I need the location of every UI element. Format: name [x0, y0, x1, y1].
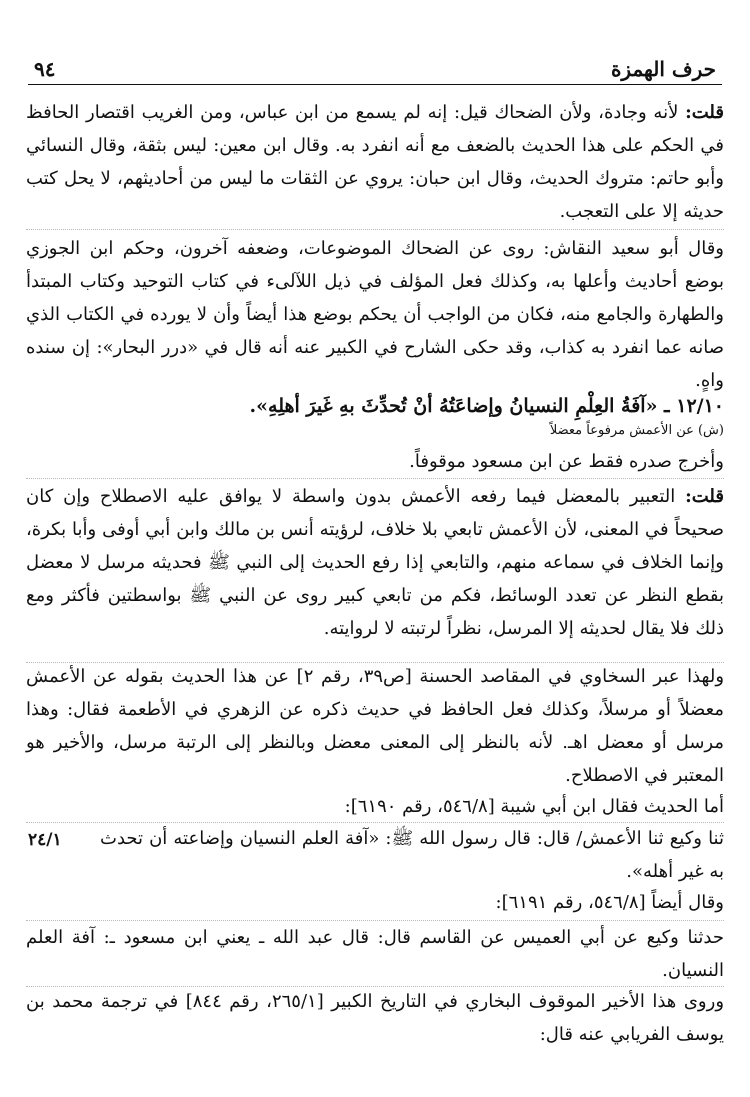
qultu-keyword: قلت: — [685, 102, 724, 123]
paragraph-9 — [26, 921, 724, 987]
paragraph-6 — [26, 790, 724, 823]
paragraph-8-text: وقال أيضاً [٥٤٦/٨، رقم ٦١٩١]: — [495, 892, 724, 913]
paragraph-3 — [26, 445, 724, 478]
paragraph-separator — [26, 229, 724, 230]
paragraph-1-text: لأنه وجادة، ولأن الضحاك قيل: إنه لم يسمع من ابن عباس، ومن الغريب اقتصار الحافظ في الحكم على هذا الحديث بالضعف مع أنه انفرد به. وقال ابن معين: ليس بثقة، وقال النسائي وأبو حاتم: متروك الحديث، وقال ابن حبان: يروي عن الثقات ما ليس من أحاديثهم، لا يحل كتب حديثه إلا على التعجب. — [26, 102, 724, 222]
paragraph-8 — [26, 886, 724, 919]
page-number: ٩٤ — [34, 57, 56, 81]
paragraph-9-text: حدثنا وكيع عن أبي العميس عن القاسم قال: قال عبد الله ـ يعني ابن مسعود ـ: آفة العلم النسيان. — [26, 927, 724, 981]
paragraph-1 — [26, 96, 724, 228]
paragraph-2 — [26, 232, 724, 397]
paragraph-10 — [26, 985, 724, 1051]
hadith-heading-text: ١٢/١٠ ـ «آفَةُ العِلْمِ النسيانُ وإضاعَتُهُ أنْ تُحدِّثَ بهِ غَيرَ أهلِهِ». — [249, 395, 724, 417]
paragraph-2-text: وقال أبو سعيد النقاش: روى عن الضحاك الموضوعات، وضعفه آخرون، وحكم ابن الجوزي بوضع أحاديث وأعلها به، وكذلك فعل المؤلف في ذيل اللآلىء في كتاب التوحيد وكتاب المبتدأ والطهارة والجامع منه، فكان من الواجب أن يحكم بوضع هذا أيضاً وأن لا يورده في الكتاب الذي صانه عما انفرد به كذاب، وقد حكى الشارح في الكبير عنه أنه قال في «درر البحار»: إن سنده واهٍ. — [26, 238, 724, 391]
qultu-keyword: قلت: — [685, 486, 724, 507]
paragraph-5-text: ولهذا عبر السخاوي في المقاصد الحسنة [ص٣٩، رقم ٢] عن هذا الحديث بقوله عن الأعمش معضلاً أو مرسلاً، وكذلك فعل الحافظ في حديث ذكره عن الزهري في الأطعمة فقال: وهذا مرسل أو معضل اهـ. لأنه بالنظر إلى المعنى معضل وبالنظر إلى الرتبة مرسل، والأخير هو المعتبر في الاصطلاح. — [26, 666, 725, 786]
paragraph-6-text: أما الحديث فقال ابن أبي شيبة [٥٤٦/٨، رقم ٦١٩٠]: — [344, 796, 724, 817]
paragraph-3-text: وأخرج صدره فقط عن ابن مسعود موقوفاً. — [409, 451, 724, 472]
page-header — [28, 56, 722, 85]
paragraph-7-text: ثنا وكيع ثنا الأعمش/ قال: قال رسول الله ﷺ: «آفة العلم النسيان وإضاعته أن تحدث به غير أهله». — [100, 828, 724, 882]
paragraph-10-text: وروى هذا الأخير الموقوف البخاري في التاريخ الكبير [٢٦٥/١، رقم ٨٤٤] في ترجمة محمد بن يوسف الفريابي عنه قال: — [26, 991, 725, 1045]
margin-reference: ٢٤/١ — [28, 830, 62, 850]
hadith-heading — [26, 390, 724, 423]
paragraph-separator — [26, 478, 724, 479]
paragraph-7 — [100, 822, 724, 888]
paragraph-5 — [26, 660, 724, 792]
chapter-title: حرف الهمزة — [610, 57, 716, 81]
paragraph-4 — [26, 480, 724, 645]
paragraph-4-text: التعبير بالمعضل فيما رفعه الأعمش بدون واسطة لا يوافق عليه الاصطلاح وإن كان صحيحاً في المعنى، لأن الأعمش تابعي بلا خلاف، لرؤيته أنس بن مالك وابن أبي أوفى وأبا بكرة، وإنما الخلاف في سماعه منهم، والتابعي إذا رفع الحديث إلى النبي ﷺ فحديثه مرسل لا معضل بقطع النظر عن تعدد الوسائط، فكم من تابعي كبير روى عن النبي ﷺ بواسطتين فأكثر ومع ذلك فلا يقال لحديثه إلا المرسل، نظراً لرتبته لا لروايته. — [26, 486, 724, 639]
hadith-source: (ش) عن الأعمش مرفوعاً معضلاً — [549, 423, 724, 438]
